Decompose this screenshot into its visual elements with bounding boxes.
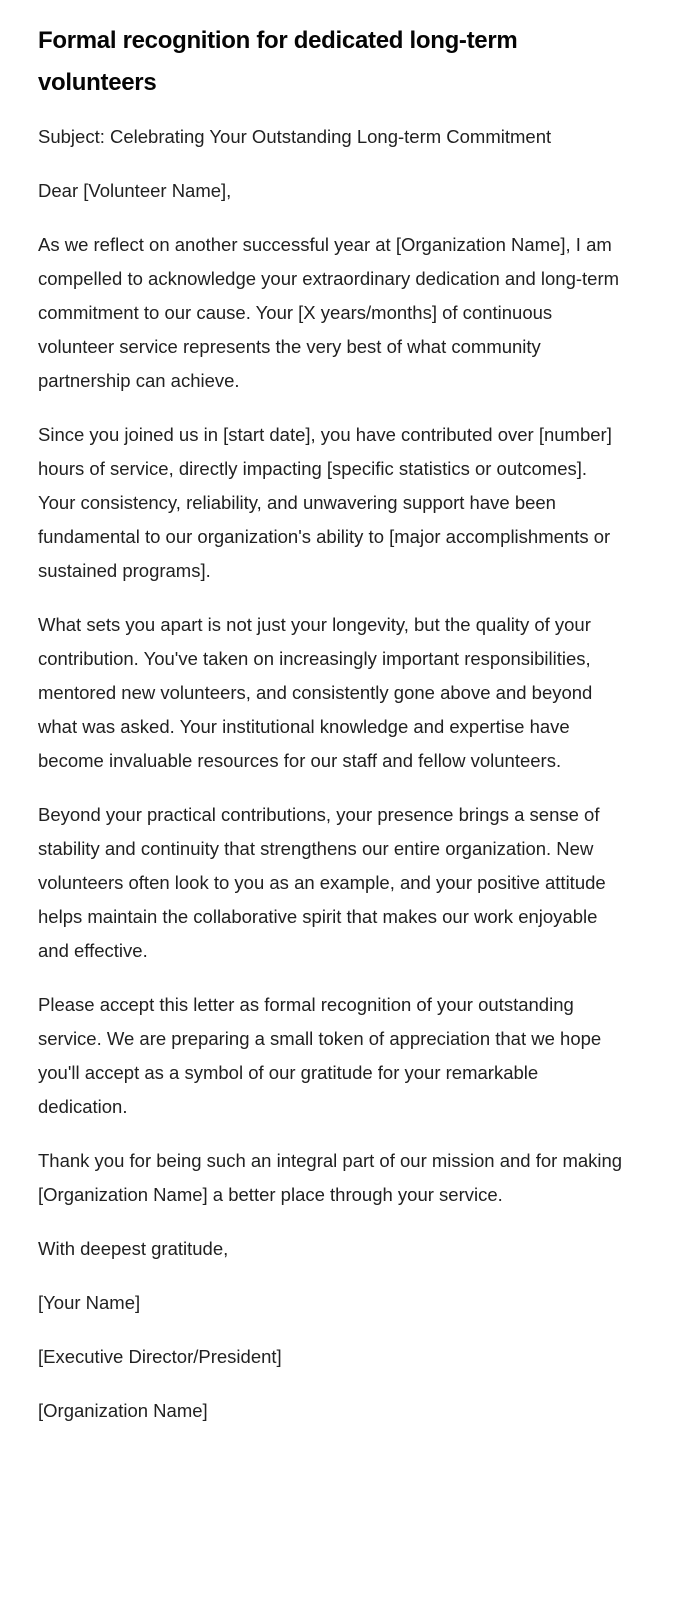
signature-title: [Executive Director/President] [38,1346,282,1367]
body-paragraph: Thank you for being such an integral part of our mission and for making [Organization Name] a better place through your service. [38,1150,623,1205]
closing-line: With deepest gratitude, [38,1238,229,1259]
subject-line: Subject: Celebrating Your Outstanding Long-term Commitment [38,126,552,147]
body-paragraph: Since you joined us in [start date], you have contributed over [number] hours of service, directly impacting [specific statistics or outcomes]. Your consistency, reliability, and unwavering support have been fundamental to our organization's ability to [major accomplishments or sustained programs]. [38,424,612,581]
body-paragraph: Beyond your practical contributions, your presence brings a sense of stability and continuity that strengthens our entire organization. New volunteers often look to you as an example, and your positive attitude helps maintain the collaborative spirit that makes our work enjoyable and effective. [38,804,606,961]
body-paragraph: Please accept this letter as formal recognition of your outstanding service. We are preparing a small token of appreciation that we hope you'll accept as a symbol of our gratitude for your remarkable dedication. [38,994,602,1117]
body-paragraph: What sets you apart is not just your longevity, but the quality of your contribution. You've taken on increasingly important responsibilities, mentored new volunteers, and consistently gone above and beyond what was asked. Your institutional knowledge and expertise have become invaluable resources for our staff and fellow volunteers. [38,614,593,771]
salutation: Dear [Volunteer Name], [38,180,232,201]
page-title: Formal recognition for dedicated long-term volunteers [38,27,518,96]
body-paragraph: As we reflect on another successful year at [Organization Name], I am compelled to acknowledge your extraordinary dedication and long-term commitment to our cause. Your [X years/months] of continuous volunteer service represents the very best of what community partnership can achieve. [38,234,620,391]
signature-name: [Your Name] [38,1292,141,1313]
signature-org: [Organization Name] [38,1400,208,1421]
